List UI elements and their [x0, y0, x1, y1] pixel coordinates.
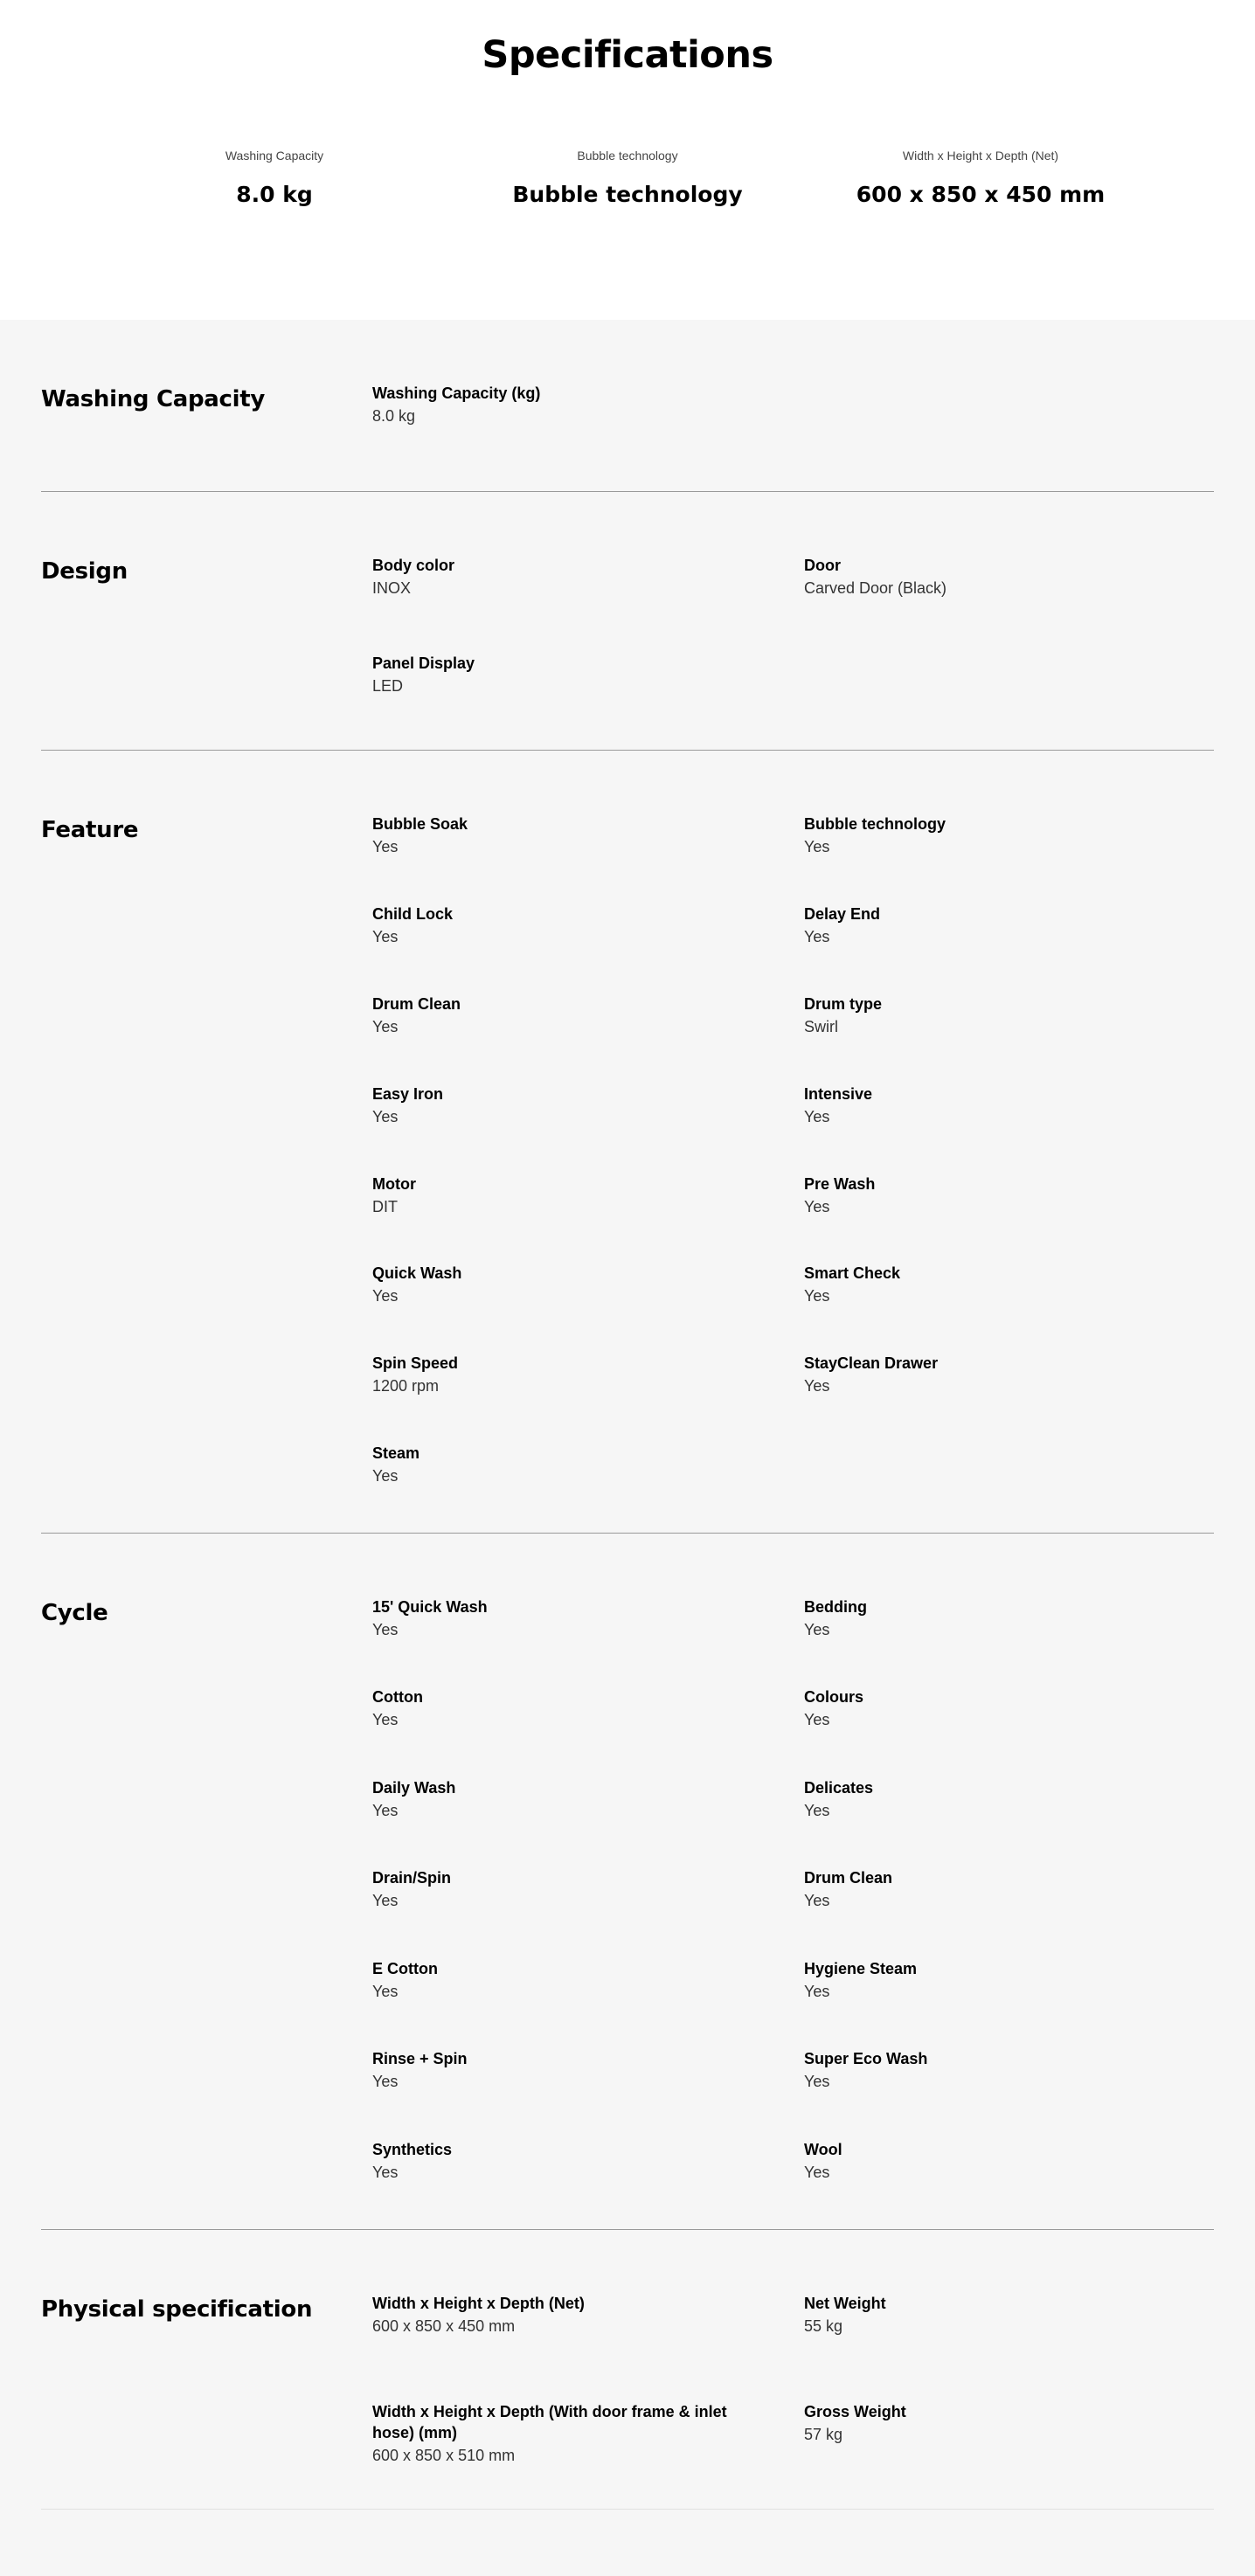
spec-label: Smart Check — [804, 1264, 901, 1283]
spec-value: Yes — [372, 1892, 399, 1910]
spec-item — [372, 994, 804, 1084]
spec-value: 55 kg — [804, 2317, 843, 2335]
key-spec-value: 8.0 kg — [236, 182, 313, 207]
spec-label: Cotton — [372, 1688, 423, 1707]
spec-label: Child Lock — [372, 904, 454, 923]
spec-item — [372, 2048, 804, 2138]
spec-value: Yes — [804, 1197, 830, 1215]
section-title: Feature — [41, 817, 139, 843]
spec-item — [372, 555, 804, 653]
spec-label: Bedding — [804, 1598, 867, 1616]
spec-item — [372, 2293, 804, 2401]
spec-grid — [372, 2293, 1215, 2509]
spec-value: Yes — [372, 927, 399, 945]
spec-item — [372, 904, 804, 994]
spec-value: Yes — [804, 1982, 830, 2000]
spec-item — [804, 1958, 1215, 2048]
spec-item — [372, 1084, 804, 1174]
key-spec-bubble — [451, 149, 804, 207]
spec-label: Width x Height x Depth (Net) — [372, 2295, 585, 2312]
spec-item — [804, 904, 1215, 994]
spec-value: Yes — [372, 838, 399, 855]
page-footer-space — [0, 2510, 1255, 2574]
spec-label: StayClean Drawer — [804, 1354, 939, 1373]
spec-value: Yes — [804, 1287, 830, 1305]
spec-label: E Cotton — [372, 1959, 438, 1977]
spec-value: Yes — [372, 1711, 399, 1729]
spec-label: Net Weight — [804, 2295, 886, 2312]
spec-label: Colours — [804, 1688, 864, 1707]
spec-value: Yes — [372, 1287, 399, 1305]
key-spec-label: Width x Height x Depth (Net) — [902, 149, 1059, 163]
spec-label: Super Eco Wash — [804, 2050, 928, 2068]
spec-value: Yes — [804, 1801, 830, 1819]
spec-value: Swirl — [804, 1017, 838, 1035]
spec-item — [372, 1777, 804, 1867]
spec-label: Body color — [372, 557, 455, 574]
spec-label: 15' Quick Wash — [372, 1598, 488, 1616]
spec-label: Rinse + Spin — [372, 2050, 468, 2068]
spec-item — [372, 1174, 804, 1264]
spec-item — [804, 1686, 1215, 1776]
spec-item — [372, 1443, 804, 1533]
spec-label: Synthetics — [372, 2140, 453, 2158]
key-spec-capacity — [98, 149, 451, 207]
spec-item — [372, 1686, 804, 1776]
spec-item — [372, 1958, 804, 2048]
spec-label: Pre Wash — [804, 1174, 876, 1193]
spec-label: Spin Speed — [372, 1354, 459, 1373]
spec-item — [804, 555, 1215, 653]
spec-grid — [372, 814, 1215, 1533]
key-spec-label: Washing Capacity — [225, 149, 324, 163]
spec-value: Yes — [804, 2163, 830, 2181]
spec-value: Yes — [804, 838, 830, 855]
spec-label: Panel Display — [372, 654, 475, 672]
specifications-header — [0, 0, 1255, 320]
spec-item — [804, 814, 1215, 904]
spec-item — [804, 1263, 1215, 1353]
spec-value: Yes — [372, 1621, 399, 1638]
spec-item — [804, 2401, 1215, 2510]
section-physical-specification — [41, 2230, 1214, 2510]
spec-value: DIT — [372, 1197, 398, 1215]
spec-value: Carved Door (Black) — [804, 579, 947, 597]
spec-value: 57 kg — [804, 2425, 843, 2443]
key-spec-label: Bubble technology — [577, 149, 678, 163]
spec-item — [804, 1353, 1215, 1443]
spec-value: Yes — [804, 1107, 830, 1125]
section-design — [41, 492, 1214, 751]
spec-value: INOX — [372, 579, 412, 597]
spec-item — [372, 1353, 804, 1443]
spec-item — [804, 2048, 1215, 2138]
spec-label: Motor — [372, 1174, 416, 1193]
section-cycle — [41, 1534, 1214, 2230]
spec-label: Hygiene Steam — [804, 1959, 918, 1977]
spec-label: Easy Iron — [372, 1084, 444, 1103]
spec-value: Yes — [804, 2073, 830, 2091]
section-washing-capacity — [41, 320, 1214, 492]
spec-value: Yes — [372, 2163, 399, 2181]
spec-grid — [372, 555, 1215, 750]
spec-label: Gross Weight — [804, 2402, 906, 2420]
section-title: Cycle — [41, 1600, 108, 1626]
spec-label: Drum Clean — [372, 994, 461, 1013]
spec-label: Delay End — [804, 904, 881, 923]
spec-value: Yes — [372, 2073, 399, 2091]
spec-label: Daily Wash — [372, 1778, 456, 1797]
spec-label: Washing Capacity (kg) — [372, 384, 541, 402]
spec-value: Yes — [804, 1892, 830, 1910]
spec-grid — [372, 383, 1215, 491]
spec-label: Quick Wash — [372, 1264, 462, 1283]
spec-value: Yes — [372, 1467, 399, 1485]
spec-value: LED — [372, 676, 404, 695]
spec-label: Width x Height x Depth (With door frame & inlet hose) (mm) — [372, 2402, 727, 2441]
spec-value: 1200 rpm — [372, 1377, 440, 1395]
key-spec-dimensions — [804, 149, 1157, 207]
section-title: Physical specification — [41, 2296, 313, 2323]
spec-value: Yes — [372, 1107, 399, 1125]
spec-label: Intensive — [804, 1084, 873, 1103]
spec-label: Door — [804, 557, 841, 574]
key-spec-value: Bubble technology — [512, 182, 743, 207]
spec-value: Yes — [372, 1017, 399, 1035]
spec-value: Yes — [804, 1711, 830, 1729]
spec-item — [372, 1263, 804, 1353]
spec-label: Drum type — [804, 994, 883, 1013]
spec-label: Drain/Spin — [372, 1869, 452, 1887]
section-feature — [41, 751, 1214, 1534]
spec-label: Delicates — [804, 1778, 874, 1797]
spec-value: Yes — [372, 1982, 399, 2000]
spec-item — [804, 1174, 1215, 1264]
spec-value: Yes — [804, 927, 830, 945]
spec-value: Yes — [372, 1801, 399, 1819]
spec-label: Wool — [804, 2140, 842, 2158]
spec-label: Steam — [372, 1444, 420, 1463]
spec-value: Yes — [804, 1621, 830, 1638]
spec-value: 600 x 850 x 510 mm — [372, 2446, 516, 2464]
spec-item — [372, 814, 804, 904]
spec-label: Bubble technology — [804, 815, 946, 833]
spec-item — [804, 1596, 1215, 1686]
spec-value: 8.0 kg — [372, 407, 416, 425]
section-title: Design — [41, 558, 128, 585]
page-title: Specifications — [482, 33, 773, 77]
spec-item — [372, 653, 804, 751]
spec-item — [804, 2139, 1215, 2229]
spec-item — [372, 383, 804, 491]
spec-item — [372, 1867, 804, 1957]
spec-item — [804, 994, 1215, 1084]
key-spec-value: 600 x 850 x 450 mm — [856, 182, 1106, 207]
spec-label: Drum Clean — [804, 1869, 893, 1887]
spec-item — [804, 1867, 1215, 1957]
spec-item — [372, 2139, 804, 2229]
section-title: Washing Capacity — [41, 386, 266, 412]
spec-item — [372, 2401, 804, 2510]
spec-item — [804, 2293, 1215, 2401]
spec-value: 600 x 850 x 450 mm — [372, 2317, 516, 2335]
spec-item — [372, 1596, 804, 1686]
spec-value: Yes — [804, 1377, 830, 1395]
key-specs — [0, 149, 1255, 207]
spec-item — [804, 1084, 1215, 1174]
spec-grid — [372, 1596, 1215, 2229]
spec-label: Bubble Soak — [372, 815, 468, 833]
spec-list — [0, 320, 1255, 2510]
spec-item — [804, 1777, 1215, 1867]
